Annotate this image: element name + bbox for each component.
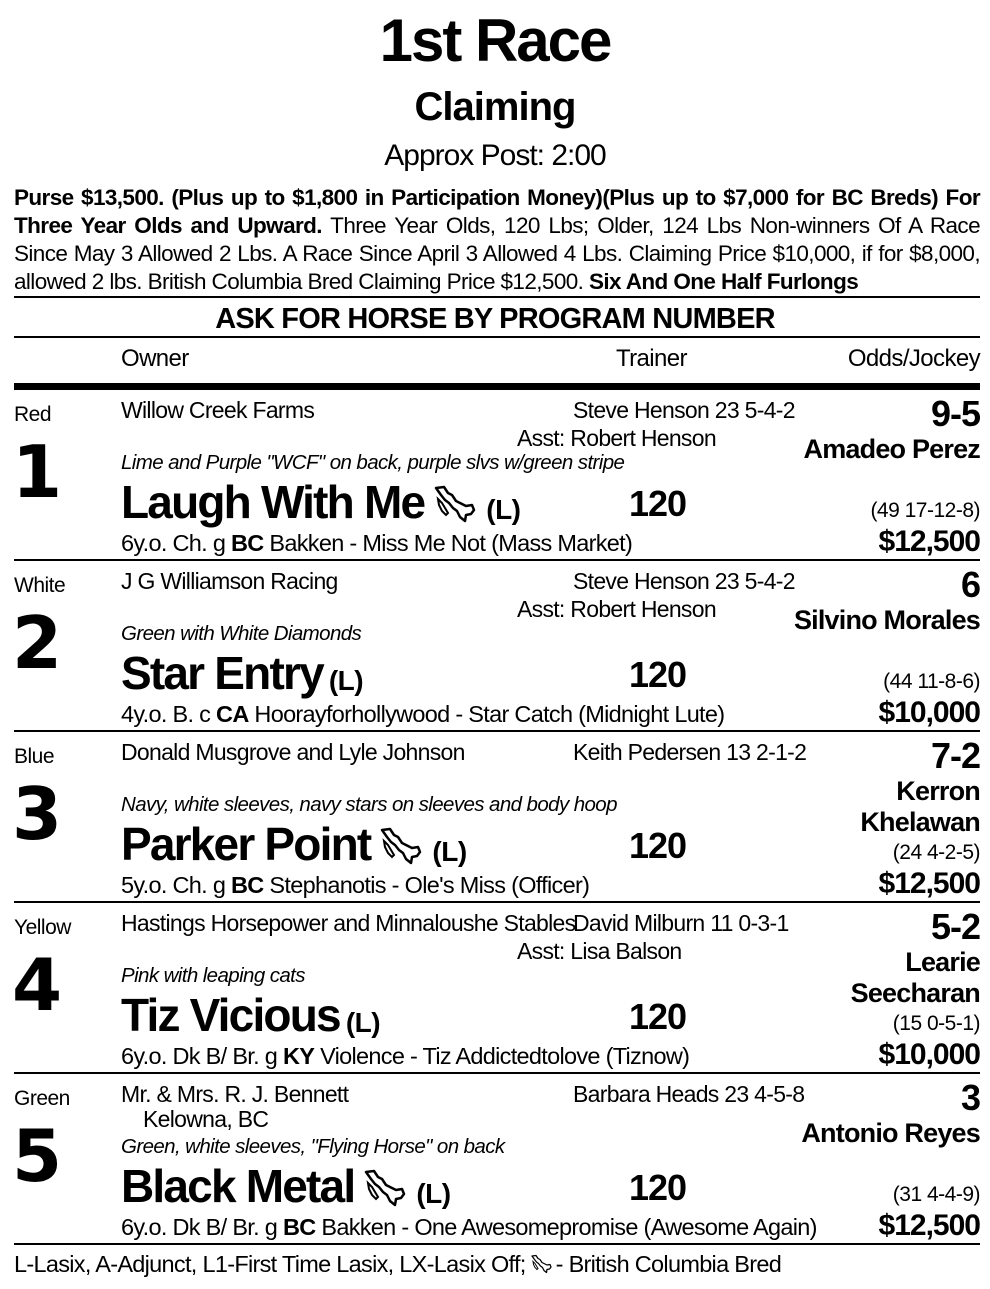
owner-name: Mr. & Mrs. R. J. Bennett [121, 1081, 349, 1107]
owner-name: J G Williamson Racing [121, 568, 338, 594]
claiming-price: $10,000 [878, 1038, 980, 1071]
jockey-record: (15 0-5-1) [892, 1012, 980, 1035]
saddlecloth-color: Green [14, 1087, 70, 1110]
breeding [121, 699, 724, 729]
trainer-name: Barbara Heads 23 4-5-8 [573, 1081, 805, 1107]
horse-line [121, 474, 521, 530]
weight: 120 [629, 654, 687, 695]
race-conditions [14, 184, 980, 296]
bc-bred-icon [362, 1168, 406, 1208]
program-number: 2 [12, 601, 63, 685]
claiming-price: $12,500 [878, 525, 980, 558]
horse-line [121, 987, 380, 1043]
trainer-name: David Milburn 11 0-3-1 [573, 910, 789, 936]
horse-name: Laugh With Me [121, 476, 425, 528]
bc-bred-icon [432, 484, 476, 524]
entry-row [0, 561, 990, 732]
program-number: 4 [12, 943, 63, 1027]
breeding-age-sex: 6y.o. Dk B/ Br. g [121, 1043, 283, 1069]
breeding [121, 870, 589, 900]
saddlecloth-color: Blue [14, 745, 55, 768]
silks-description: Lime and Purple "WCF" on back, purple slvs w/green stripe [121, 451, 625, 474]
breeding [121, 528, 632, 558]
owner-name: Willow Creek Farms [121, 397, 315, 423]
horse-line [121, 645, 363, 701]
breeding-origin: KY [282, 1043, 315, 1069]
legend [14, 1248, 781, 1280]
silks-description: Navy, white sleeves, navy stars on sleeves and body hoop [121, 793, 617, 816]
breeding-pedigree: Hoorayforhollywood - Star Catch (Midnight Lute) [248, 701, 725, 727]
breeding-age-sex: 5y.o. Ch. g [121, 872, 232, 898]
breeding [121, 1041, 689, 1071]
program-number: 1 [12, 430, 63, 514]
assistant-trainer: Asst: Robert Henson [517, 425, 716, 451]
post-time: Approx Post: 2:00 [384, 139, 606, 172]
breeding [121, 1212, 817, 1242]
column-header-owner: Owner [121, 345, 189, 372]
claiming-price: $12,500 [878, 867, 980, 900]
saddlecloth-color: Red [14, 403, 52, 426]
silks-description: Green with White Diamonds [121, 622, 362, 645]
jockey-record: (24 4-2-5) [892, 841, 980, 864]
weight: 120 [629, 996, 687, 1037]
owner-name: Donald Musgrove and Lyle Johnson [121, 739, 465, 765]
entry-row [0, 903, 990, 1074]
race-type: Claiming [414, 85, 576, 129]
horse-name: Parker Point [121, 818, 371, 870]
saddlecloth-color: White [14, 574, 66, 597]
assistant-trainer: Asst: Lisa Balson [517, 938, 682, 964]
divider [14, 336, 980, 338]
medication: (L) [486, 494, 521, 525]
weight: 120 [629, 483, 687, 524]
medication: (L) [328, 665, 364, 696]
morning-line-odds: 7-2 [930, 735, 980, 776]
medication: (L) [416, 1178, 451, 1209]
entry-row [0, 390, 990, 561]
morning-line-odds: 6 [960, 564, 980, 605]
horse-name: Black Metal [121, 1160, 355, 1212]
silks-description: Green, white sleeves, "Flying Horse" on back [121, 1135, 505, 1158]
jockey-name: Kerron Khelawan [860, 776, 980, 837]
conditions-purse: Purse $13,500. (Plus up to $1,800 in Participation Money)(Plus up to $7,000 for BC Breds) For Three Year Olds and Upward. [14, 185, 980, 238]
medication: (L) [345, 1007, 381, 1038]
entry-row [0, 1074, 990, 1245]
horse-name: Star Entry [121, 647, 323, 699]
breeding-age-sex: 4y.o. B. c [121, 701, 217, 727]
race-title: 1st Race [379, 7, 611, 74]
program-number: 3 [12, 772, 63, 856]
horse-line [121, 1158, 451, 1214]
medication: (L) [432, 836, 467, 867]
horse-line [121, 816, 467, 872]
jockey-name: Learie Seecharan [850, 947, 980, 1008]
legend-text: L-Lasix, A-Adjunct, L1-First Time Lasix, LX-Lasix Off; [14, 1251, 526, 1277]
jockey-name: Antonio Reyes [801, 1118, 980, 1148]
trainer-name: Steve Henson 23 5-4-2 [573, 568, 795, 594]
morning-line-odds: 5-2 [930, 906, 980, 947]
silks-description: Pink with leaping cats [121, 964, 305, 987]
morning-line-odds: 9-5 [930, 393, 980, 434]
program-number: 5 [12, 1114, 63, 1198]
jockey-record: (49 17-12-8) [870, 499, 980, 522]
morning-line-odds: 3 [960, 1077, 980, 1118]
jockey-record: (44 11-8-6) [883, 670, 980, 693]
weight: 120 [629, 825, 687, 866]
owner-location: Kelowna, BC [143, 1106, 269, 1132]
weight: 120 [629, 1167, 687, 1208]
jockey-record: (31 4-4-9) [892, 1183, 980, 1206]
breeding-pedigree: Stephanotis - Ole's Miss (Officer) [263, 872, 590, 898]
header-divider [14, 383, 980, 390]
entry-divider [14, 1243, 980, 1245]
claiming-price: $12,500 [878, 1209, 980, 1242]
column-header-odds-jockey: Odds/Jockey [847, 345, 980, 372]
bc-province-icon [530, 1253, 552, 1275]
saddlecloth-color: Yellow [14, 916, 71, 939]
ask-banner: ASK FOR HORSE BY PROGRAM NUMBER [215, 303, 775, 335]
breeding-origin: CA [216, 701, 249, 727]
entry-row [0, 732, 990, 903]
divider [14, 296, 980, 298]
trainer-name: Steve Henson 23 5-4-2 [573, 397, 795, 423]
breeding-age-sex: 6y.o. Ch. g [121, 530, 232, 556]
trainer-name: Keith Pedersen 13 2-1-2 [573, 739, 807, 765]
column-header-trainer: Trainer [616, 345, 687, 372]
breeding-origin: BC [282, 1214, 316, 1240]
legend-text-bc: - British Columbia Bred [555, 1251, 782, 1277]
jockey-name: Amadeo Perez [803, 434, 980, 464]
breeding-origin: BC [231, 530, 264, 556]
breeding-origin: BC [231, 872, 264, 898]
breeding-pedigree: Bakken - Miss Me Not (Mass Market) [263, 530, 633, 556]
breeding-pedigree: Violence - Tiz Addictedtolove (Tiznow) [314, 1043, 690, 1069]
conditions-text: Three Year Olds, 120 Lbs; Older, 124 Lbs Non-winners Of A Race Since May 3 Allowed 2 Lbs. A Race Since April 3 Allowed 4 Lbs. Claiming Price $10,000, if for $8,000, allowed 2 lbs. British Columbia Bred Claiming Price $12,500. [14, 213, 980, 294]
claiming-price: $10,000 [878, 696, 980, 729]
horse-name: Tiz Vicious [121, 989, 340, 1041]
jockey-name: Silvino Morales [793, 605, 980, 635]
breeding-age-sex: 6y.o. Dk B/ Br. g [121, 1214, 283, 1240]
bc-bred-icon [378, 826, 422, 866]
owner-name: Hastings Horsepower and Minnaloushe Stables [121, 910, 576, 936]
breeding-pedigree: Bakken - One Awesomepromise (Awesome Again) [315, 1214, 817, 1240]
conditions-distance: Six And One Half Furlongs [588, 269, 859, 294]
assistant-trainer: Asst: Robert Henson [517, 596, 716, 622]
